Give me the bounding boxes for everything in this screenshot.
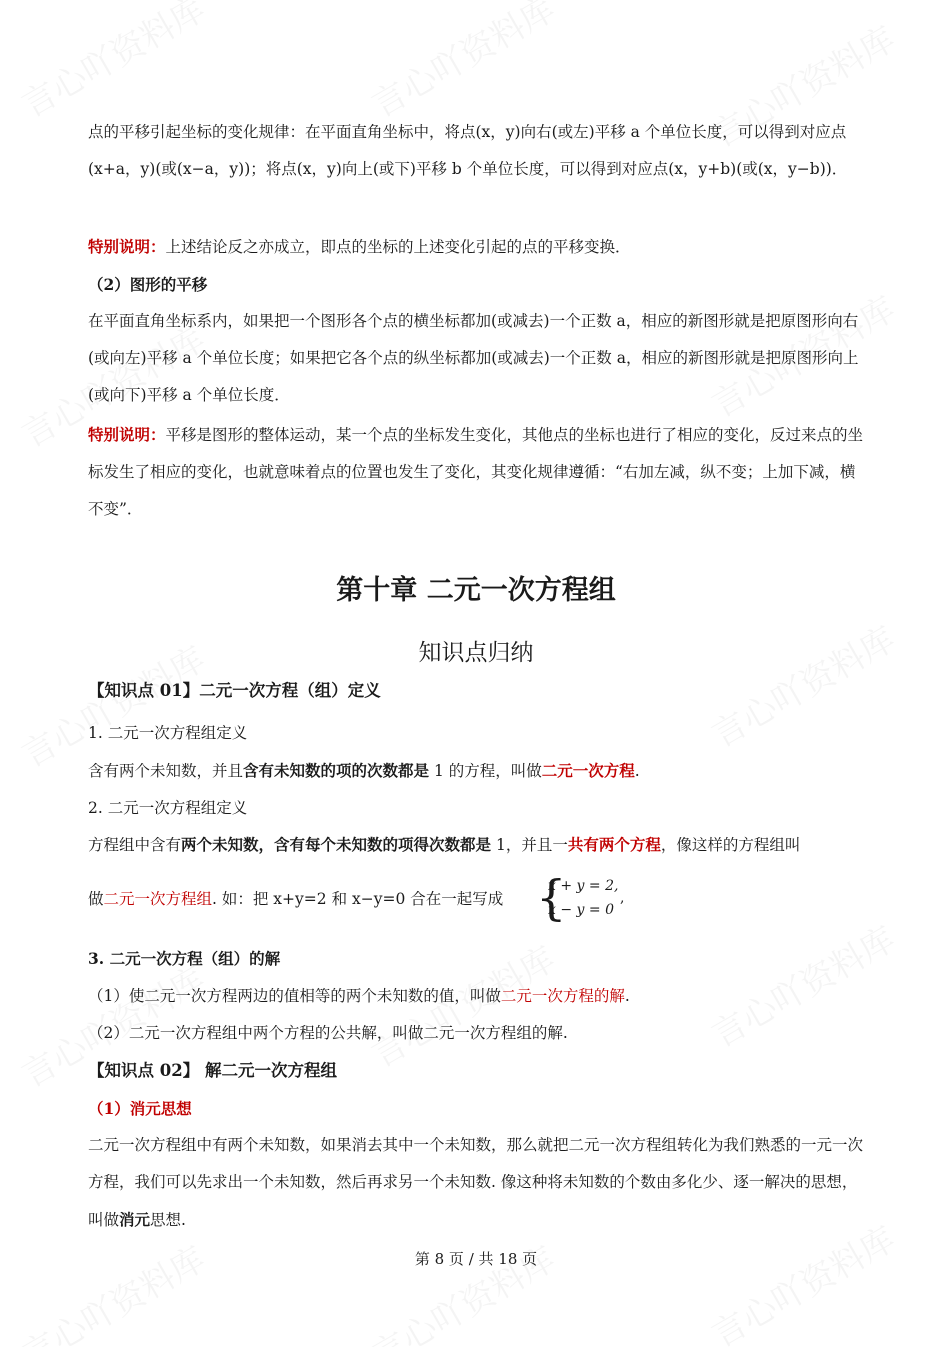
- paragraph-point-translation: 点的平移引起坐标的变化规律：在平面直角坐标中，将点(x，y)向右(或左)平移 a 个单位长度，可以得到对应点(x+a，y)(或(x−a，y))；将点(x，y)向上(或下)平移 b 个单位长度，可以得到对应点(x，y+b)(或(x，y−b))．: [88, 123, 848, 178]
- equation-1: x + y = 2,: [548, 878, 619, 894]
- left-brace: {: [536, 870, 567, 926]
- kp1-s3-title: 3. 二元一次方程（组）的解: [88, 949, 281, 968]
- kp1-heading: 【知识点 01】二元一次方程（组）定义: [88, 681, 381, 700]
- section-subtitle: 知识点归纳: [418, 640, 534, 666]
- kp1-s3-p2: （2）二元一次方程组中两个方程的公共解，叫做二元一次方程组的解.: [88, 1024, 568, 1042]
- kp2-sub1: （1）消元思想: [88, 1099, 192, 1118]
- text-run: 方程组中含有: [88, 836, 182, 854]
- note-text: 上述结论反之亦成立，即点的坐标的上述变化引起的点的平移变换．: [165, 238, 631, 256]
- special-note-2: [88, 416, 868, 528]
- text-run: （1）使二元一次方程两边的值相等的两个未知数的值，叫做: [88, 987, 501, 1005]
- note-text: 平移是图形的整体运动，某一个点的坐标发生变化，其他点的坐标也进行了相应的变化，反过来点的坐标发生了相应的变化，也就意味着点的位置也发生了变化，其变化规律遵循：“右加左减，纵不变；上加下减，横不变”．: [88, 426, 864, 518]
- watermark: [361, 0, 562, 127]
- term-highlight: 共有两个方程: [567, 835, 661, 854]
- text-run-bold: 含有未知数的项的次数都是: [243, 761, 430, 780]
- text-run: . 如：把 x+y=2 和 x−y=0 合在一起写成: [212, 890, 504, 908]
- note-label: 特别说明：: [88, 237, 166, 256]
- term-highlight: 二元一次方程的解: [500, 987, 625, 1005]
- equation-2: x − y = 0: [548, 902, 614, 918]
- text-run: 1 的方程，叫做: [429, 762, 542, 780]
- text-run: 二元一次方程组中有两个未知数，如果消去其中一个未知数，那么就把二元一次方程组转化为我们熟悉的一元一次方程，我们可以先求出一个未知数，然后再求另一个未知数. 像这种将未知数的个数由多化少、逐一解决的思想，叫做: [88, 1136, 864, 1229]
- text-run: .: [624, 987, 630, 1005]
- text-run: 1，并且一: [491, 836, 568, 854]
- term-highlight: 二元一次方程: [541, 761, 635, 780]
- kp1-s1-text: [88, 752, 868, 790]
- text-run: ，像这样的方程组叫: [660, 836, 801, 854]
- special-note-1: [88, 228, 868, 266]
- heading-figure-translation: （2）图形的平移: [88, 275, 208, 294]
- note-label: 特别说明：: [88, 425, 166, 444]
- equation-comma: ,: [620, 890, 625, 906]
- text-run: 思想.: [150, 1211, 186, 1229]
- term-highlight: 二元一次方程组: [103, 890, 213, 908]
- watermark: [11, 0, 212, 127]
- text-run-bold: 消元: [119, 1210, 151, 1229]
- paragraph-figure-translation: 在平面直角坐标系内，如果把一个图形各个点的横坐标都加(或减去)一个正数 a，相应的新图形就是把原图形向右(或向左)平移 a 个单位长度；如果把它各个点的纵坐标都加(或减去)一个正数 a，相应的新图形就是把原图形向上(或向下)平移 a 个单位长度．: [88, 312, 859, 404]
- kp1-s2-title: 2. 二元一次方程组定义: [88, 799, 248, 817]
- equation-system: [536, 870, 626, 926]
- kp2-paragraph: [88, 1127, 868, 1239]
- kp1-s1-title: 1. 二元一次方程组定义: [88, 724, 248, 742]
- text-run-bold: 两个未知数，含有每个未知数的项得次数都是: [181, 835, 492, 854]
- text-run: 做: [88, 890, 104, 908]
- text-run: 含有两个未知数，并且: [88, 762, 244, 780]
- kp1-s2-example: [88, 881, 868, 918]
- page-footer: 第 8 页 / 共 18 页: [414, 1250, 538, 1268]
- text-run: .: [634, 762, 640, 780]
- kp1-s2-text: [88, 826, 868, 864]
- chapter-title: 第十章 二元一次方程组: [336, 575, 616, 606]
- kp1-s3-p1: [88, 978, 868, 1015]
- kp2-heading: 【知识点 02】 解二元一次方程组: [88, 1061, 337, 1080]
